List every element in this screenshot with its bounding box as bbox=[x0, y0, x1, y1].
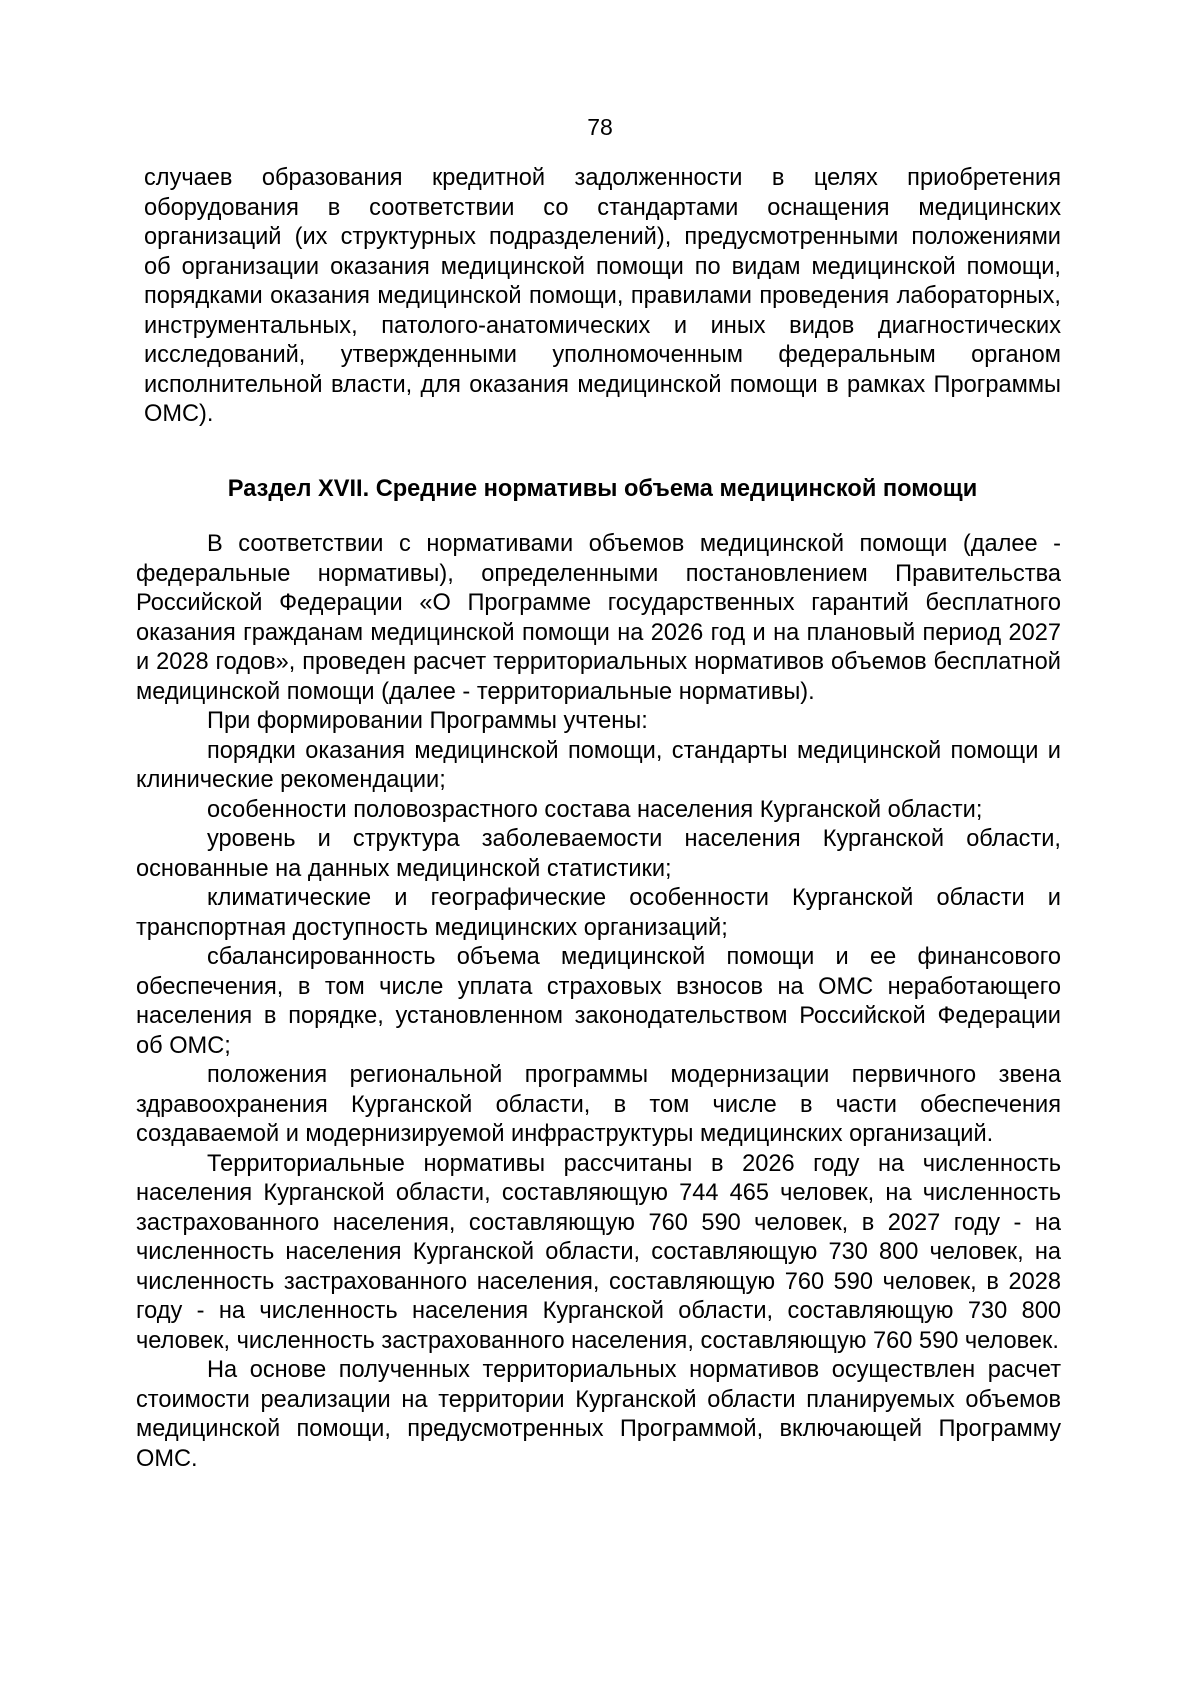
list-item: особенности половозрастного состава населения Курганской области; bbox=[207, 796, 983, 823]
section-title: Раздел XVII. Средние нормативы объема медицинской помощи bbox=[227, 476, 978, 502]
list-item: уровень и структура заболеваемости населения Курганской области, основанные на данных медицинской статистики; bbox=[136, 826, 1061, 882]
paragraph: На основе полученных территориальных нормативов осуществлен расчет стоимости реализации на территории Курганской области планируемых объемов медицинской помощи, предусмотренных Программой, включающей Программу ОМС. bbox=[136, 1357, 1061, 1472]
list-item: порядки оказания медицинской помощи, стандарты медицинской помощи и клинические рекомендации; bbox=[136, 737, 1061, 793]
section-body bbox=[136, 530, 1061, 1474]
paragraph: При формировании Программы учтены: bbox=[207, 708, 648, 734]
list-item: сбалансированность объема медицинской помощи и ее финансового обеспечения, в том числе уплата страховых взносов на ОМС неработающего населения в порядке, установленном законодательством Российской Федерации об ОМС; bbox=[136, 944, 1061, 1059]
page-number: 78 bbox=[587, 114, 613, 140]
paragraph: Территориальные нормативы рассчитаны в 2026 году на численность населения Курганской области, составляющую 744 465 человек, на численность застрахованного населения, составляющую 760 590 человек, в 2027 году - на численность населения Курганской области, составляющую 730 800 человек, на численность застрахованного населения, составляющую 760 590 человек, в 2028 году - на численность населения Курганской области, составляющую 730 800 человек, численность застрахованного населения, составляющую 760 590 человек. bbox=[136, 1150, 1061, 1354]
continuation-text bbox=[144, 164, 1061, 430]
paragraph: случаев образования кредитной задолженности в целях приобретения оборудования в соответствии со стандартами оснащения медицинских организаций (их структурных подразделений), предусмотренными положениями об организации оказания медицинской помощи по видам медицинской помощи, порядками оказания медицинской помощи, правилами проведения лабораторных, инструментальных, патолого-анатомических и иных видов диагностических исследований, утвержденными уполномоченным федеральным органом исполнительной власти, для оказания медицинской помощи в рамках Программы ОМС). bbox=[144, 165, 1061, 427]
list-item: климатические и географические особенности Курганской области и транспортная доступность медицинских организаций; bbox=[136, 885, 1061, 941]
paragraph: В соответствии с нормативами объемов медицинской помощи (далее - федеральные нормативы), определенными постановлением Правительства Российской Федерации «О Программе государственных гарантий бесплатного оказания гражданам медицинской помощи на 2026 год и на плановый период 2027 и 2028 годов», проведен расчет территориальных нормативов объемов бесплатной медицинской помощи (далее - территориальные нормативы). bbox=[136, 531, 1061, 705]
list-item: положения региональной программы модернизации первичного звена здравоохранения Курганской области, в том числе в части обеспечения создаваемой и модернизируемой инфраструктуры медицинских организаций. bbox=[136, 1062, 1061, 1147]
